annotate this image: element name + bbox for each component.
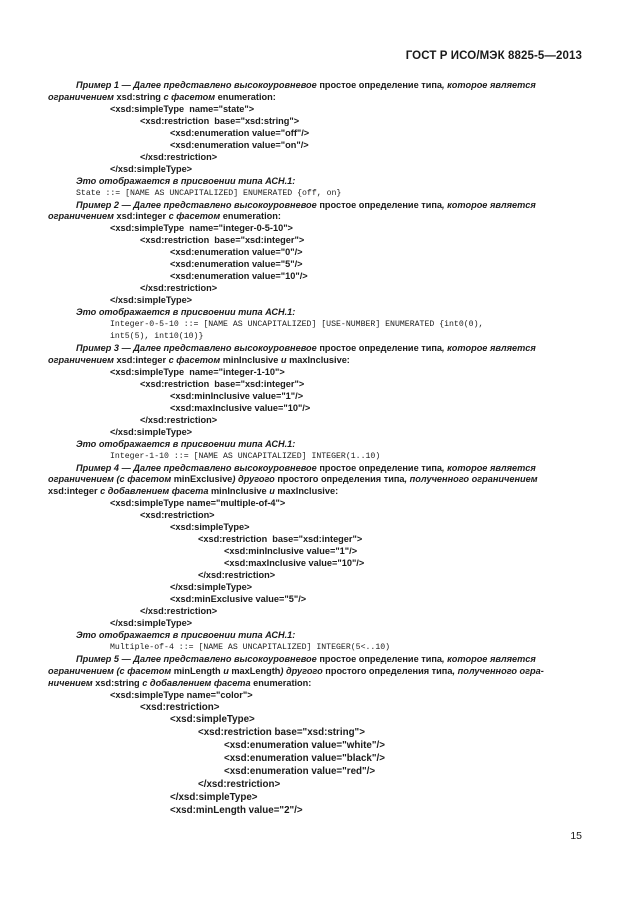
- xsd-line: <xsd:maxInclusive value="10"/>: [224, 558, 365, 569]
- mapping-note: Это отображается в присвоении типа АСН.1:: [76, 438, 296, 449]
- xsd-line: </xsd:restriction>: [140, 283, 218, 294]
- xsd-line: <xsd:enumeration value="black"/>: [224, 753, 385, 765]
- xsd-line: </xsd:simpleType>: [110, 426, 193, 437]
- example-5-intro: Пример 5 — Далее представлено высокоуровневое простое определение типа, которое является: [76, 653, 536, 664]
- xsd-line: <xsd:restriction base="xsd:integer">: [140, 378, 305, 389]
- xsd-line: </xsd:simpleType>: [110, 163, 193, 174]
- xsd-line: </xsd:restriction>: [198, 570, 276, 581]
- xsd-line: <xsd:enumeration value="on"/>: [170, 139, 309, 150]
- xsd-line: <xsd:enumeration value="off"/>: [170, 127, 310, 138]
- xsd-line: <xsd:minInclusive value="1"/>: [224, 546, 358, 557]
- xsd-line: <xsd:restriction base="xsd:string">: [140, 115, 300, 126]
- xsd-line: <xsd:enumeration value="0"/>: [170, 247, 303, 258]
- xsd-line: <xsd:minLength value="2"/>: [170, 804, 303, 816]
- xsd-line: </xsd:restriction>: [198, 779, 281, 790]
- xsd-line: </xsd:restriction>: [140, 414, 218, 425]
- xsd-line: <xsd:maxInclusive value="10"/>: [170, 402, 311, 413]
- xsd-line: <xsd:minExclusive value="5"/>: [170, 593, 307, 604]
- example-5-intro-cont: ничением xsd:string с добавлением фасета enumeration:: [48, 677, 312, 688]
- xsd-line: </xsd:restriction>: [140, 605, 218, 616]
- example-3-intro-cont: ограничением xsd:integer с фасетом minInclusive и maxInclusive:: [48, 354, 350, 365]
- xsd-line: <xsd:simpleType>: [170, 522, 250, 533]
- example-2-intro-cont: ограничением xsd:integer с фасетом enumeration:: [48, 211, 281, 222]
- xsd-line: <xsd:restriction>: [140, 510, 215, 521]
- example-5-intro-cont: ограничением (с фасетом minLength и maxLength) другого простого определения типа, полученного огра-: [48, 665, 544, 676]
- asn1-line: Integer-0-5-10 ::= [NAME AS UNCAPITALIZED] [USE-NUMBER] ENUMERATED {int0(0),: [110, 320, 484, 330]
- asn1-line: int5(5), int10(10)}: [110, 332, 204, 342]
- xsd-line: <xsd:restriction>: [140, 701, 220, 713]
- example-2-intro: Пример 2 — Далее представлено высокоуровневое простое определение типа, которое является: [76, 199, 536, 210]
- asn1-line: Integer-1-10 ::= [NAME AS UNCAPITALIZED] INTEGER(1..10): [110, 451, 381, 461]
- xsd-line: </xsd:simpleType>: [110, 295, 193, 306]
- mapping-note: Это отображается в присвоении типа АСН.1:: [76, 307, 296, 318]
- xsd-line: <xsd:enumeration value="red"/>: [224, 766, 376, 778]
- example-1-intro-cont: ограничением xsd:string с фасетом enumeration:: [48, 91, 276, 102]
- xsd-line: </xsd:simpleType>: [110, 617, 193, 628]
- xsd-line: <xsd:enumeration value="10"/>: [170, 271, 308, 282]
- page-number: 15: [570, 830, 582, 842]
- xsd-line: <xsd:enumeration value="5"/>: [170, 259, 303, 270]
- xsd-line: <xsd:simpleType name="state">: [110, 103, 255, 114]
- xsd-line: </xsd:simpleType>: [170, 791, 258, 803]
- xsd-line: <xsd:minInclusive value="1"/>: [170, 390, 304, 401]
- xsd-line: <xsd:simpleType name="integer-1-10">: [110, 366, 285, 377]
- example-4-intro-cont: xsd:integer с добавлением фасета minInclusive и maxInclusive:: [48, 486, 339, 497]
- xsd-line: <xsd:enumeration value="white"/>: [224, 740, 385, 752]
- asn1-line: State ::= [NAME AS UNCAPITALIZED] ENUMERATED {off, on}: [76, 188, 342, 198]
- example-3-intro: Пример 3 — Далее представлено высокоуровневое простое определение типа, которое является: [76, 342, 536, 353]
- document-body: [48, 80, 584, 818]
- xsd-line: <xsd:simpleType name="multiple-of-4">: [110, 498, 286, 509]
- xsd-line: <xsd:simpleType>: [170, 714, 255, 726]
- xsd-line: <xsd:simpleType name="integer-0-5-10">: [110, 223, 293, 234]
- xsd-line: </xsd:restriction>: [140, 151, 218, 162]
- example-4-intro-cont: ограничением (с фасетом minExclusive) другого простого определения типа, полученного ограничением: [48, 474, 538, 485]
- document-header: ГОСТ Р ИСО/МЭК 8825-5—2013: [405, 50, 582, 62]
- xsd-line: <xsd:restriction base="xsd:integer">: [198, 534, 363, 545]
- xsd-line: <xsd:simpleType name="color">: [110, 689, 253, 700]
- mapping-note: Это отображается в присвоении типа АСН.1:: [76, 175, 296, 186]
- xsd-line: <xsd:restriction base="xsd:string">: [198, 727, 365, 739]
- example-4-intro: Пример 4 — Далее представлено высокоуровневое простое определение типа, которое является: [76, 462, 536, 473]
- example-1-intro: Пример 1 — Далее представлено высокоуровневое простое определение типа, которое является: [76, 80, 536, 90]
- mapping-note: Это отображается в присвоении типа АСН.1:: [76, 629, 296, 640]
- xsd-line: <xsd:restriction base="xsd:integer">: [140, 235, 305, 246]
- xsd-line: </xsd:simpleType>: [170, 582, 253, 593]
- asn1-line: Multiple-of-4 ::= [NAME AS UNCAPITALIZED] INTEGER(5<..10): [110, 642, 391, 652]
